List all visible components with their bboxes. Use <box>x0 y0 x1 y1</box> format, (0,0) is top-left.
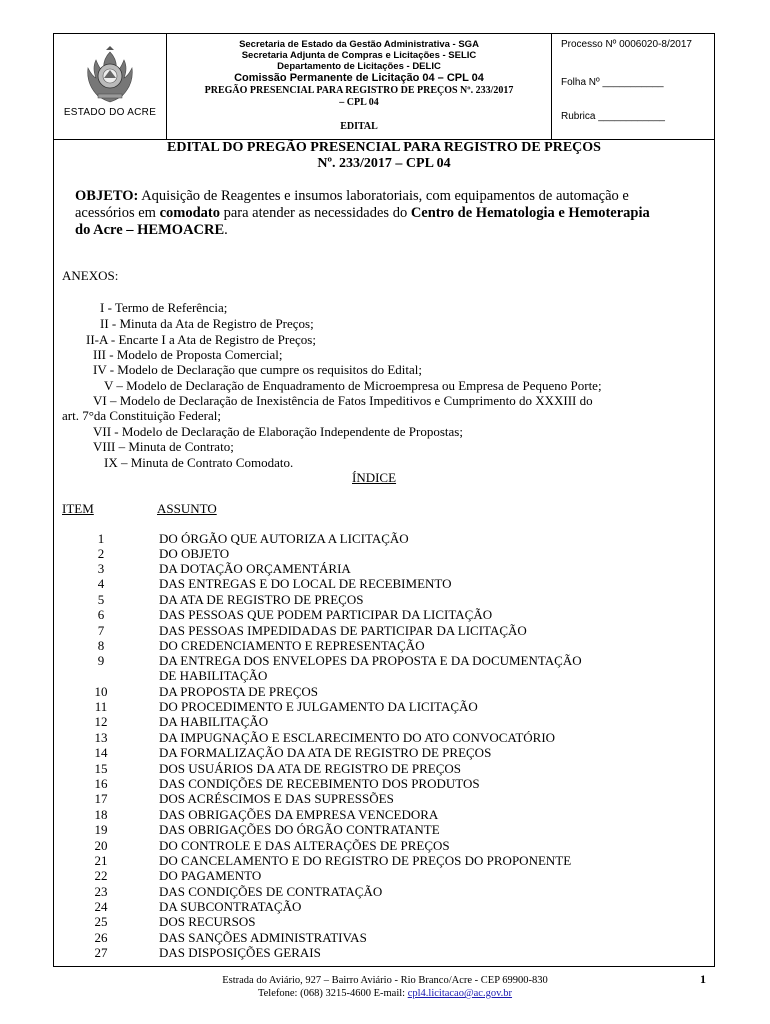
index-item-number: 19 <box>94 822 108 837</box>
index-item-number: 9 <box>97 653 105 668</box>
index-item-subject: DO PAGAMENTO <box>159 868 262 883</box>
index-item-number: 11 <box>94 699 108 714</box>
index-item-number: 22 <box>94 868 108 883</box>
footer-email-link[interactable]: cpl4.licitacao@ac.gov.br <box>407 988 513 999</box>
index-item-number: 21 <box>94 853 108 868</box>
header-line-sga: Secretaria de Estado da Gestão Administrativa - SGA <box>239 39 479 50</box>
header-line-pregao: PREGÃO PRESENCIAL PARA REGISTRO DE PREÇOS Nº. 233/2017 <box>204 85 514 96</box>
anexo-item: II - Minuta da Ata de Registro de Preços; <box>100 316 314 331</box>
page-number: 1 <box>700 972 706 986</box>
anexo-item: I - Termo de Referência; <box>100 300 228 315</box>
index-item-subject: DA ATA DE REGISTRO DE PREÇOS <box>159 592 364 607</box>
index-item-subject: DA HABILITAÇÃO <box>159 714 269 729</box>
index-item-subject: DAS PESSOAS IMPEDIDADAS DE PARTICIPAR DA LICITAÇÃO <box>159 623 527 638</box>
header-line-selic: Secretaria Adjunta de Compras e Licitações - SELIC <box>241 50 477 61</box>
anexo-item: VII - Modelo de Declaração de Elaboração Independente de Propostas; <box>93 424 463 439</box>
index-item-subject: DOS ACRÉSCIMOS E DAS SUPRESSÕES <box>159 791 394 806</box>
index-item-number: 12 <box>94 714 108 729</box>
index-item-subject: DAS PESSOAS QUE PODEM PARTICIPAR DA LICITAÇÃO <box>159 607 493 622</box>
index-item-subject: DO ÓRGÃO QUE AUTORIZA A LICITAÇÃO <box>159 531 409 546</box>
index-item-number: 25 <box>94 914 108 929</box>
rubrica-field: Rubrica ____________ <box>561 111 665 122</box>
index-item-subject: DA IMPUGNAÇÃO E ESCLARECIMENTO DO ATO CONVOCATÓRIO <box>159 730 556 745</box>
index-item-number: 23 <box>94 884 108 899</box>
index-item-number: 3 <box>97 561 105 576</box>
index-item-number: 6 <box>97 607 105 622</box>
index-item-number: 7 <box>97 623 105 638</box>
index-item-subject: DA SUBCONTRATAÇÃO <box>159 899 302 914</box>
header-line-cpl04: – CPL 04 <box>339 97 379 108</box>
footer-phone: Telefone: (068) 3215-4600 E-mail: <box>257 988 408 999</box>
index-item-subject: DA PROPOSTA DE PREÇOS <box>159 684 318 699</box>
objeto-text-2c: para atender as necessidades do <box>219 205 411 221</box>
index-item-subject: DO CANCELAMENTO E DO REGISTRO DE PREÇOS DO PROPONENTE <box>159 853 572 868</box>
anexos-title: ANEXOS: <box>62 268 119 283</box>
index-item-number: 13 <box>94 730 108 745</box>
processo-number: Processo Nº 0006020-8/2017 <box>561 39 692 50</box>
index-item-subject: DA FORMALIZAÇÃO DA ATA DE REGISTRO DE PREÇOS <box>159 745 492 760</box>
footer-contact <box>0 988 770 999</box>
index-item-subject: DO CONTROLE E DAS ALTERAÇÕES DE PREÇOS <box>159 838 450 853</box>
index-item-number: 2 <box>97 546 105 561</box>
index-item-number: 1 <box>97 531 105 546</box>
index-item-number: 10 <box>94 684 108 699</box>
coat-of-arms-icon <box>84 46 136 104</box>
index-item-subject: DOS RECURSOS <box>159 914 256 929</box>
index-item-subject: DAS OBRIGAÇÕES DO ÓRGÃO CONTRATANTE <box>159 822 440 837</box>
index-item-number: 18 <box>94 807 108 822</box>
objeto-paragraph <box>75 188 629 205</box>
index-item-subject: DA ENTREGA DOS ENVELOPES DA PROPOSTA E DA DOCUMENTAÇÃO <box>159 653 582 668</box>
objeto-text-3b: . <box>224 222 228 238</box>
index-item-number: 24 <box>94 899 108 914</box>
objeto-label: OBJETO: <box>75 188 139 204</box>
index-item-number: 20 <box>94 838 108 853</box>
anexo-item: II-A - Encarte I a Ata de Registro de Preços; <box>86 332 316 347</box>
index-item-subject: DAS DISPOSIÇÕES GERAIS <box>159 945 321 960</box>
index-item-number: 16 <box>94 776 108 791</box>
objeto-text-1: Aquisição de Reagentes e insumos laboratoriais, com equipamentos de automação e <box>138 188 629 204</box>
column-header-item: ITEM <box>62 501 94 516</box>
objeto-line-2 <box>75 205 650 222</box>
index-item-subject: DO CREDENCIAMENTO E REPRESENTAÇÃO <box>159 638 425 653</box>
index-item-subject: DAS OBRIGAÇÕES DA EMPRESA VENCEDORA <box>159 807 439 822</box>
index-item-subject: DE HABILITAÇÃO <box>159 668 268 683</box>
document-header <box>53 33 715 140</box>
anexo-item: III - Modelo de Proposta Comercial; <box>93 347 283 362</box>
index-item-subject: DAS SANÇÕES ADMINISTRATIVAS <box>159 930 367 945</box>
title-line-2: Nº. 233/2017 – CPL 04 <box>317 156 451 171</box>
header-line-cpl: Comissão Permanente de Licitação 04 – CPL 04 <box>234 72 484 84</box>
index-item-number: 8 <box>97 638 105 653</box>
objeto-comodato: comodato <box>159 205 220 221</box>
anexo-item: VI – Modelo de Declaração de Inexistência de Fatos Impeditivos e Cumprimento do XXXIII do <box>93 393 593 408</box>
objeto-text-2a: acessórios em <box>75 205 160 221</box>
indice-title: ÍNDICE <box>352 470 397 485</box>
index-item-subject: DO PROCEDIMENTO E JULGAMENTO DA LICITAÇÃO <box>159 699 478 714</box>
anexo-item: V – Modelo de Declaração de Enquadramento de Microempresa ou Empresa de Pequeno Porte; <box>104 378 602 393</box>
anexo-item: art. 7°da Constituição Federal; <box>62 408 221 423</box>
index-item-subject: DO OBJETO <box>159 546 230 561</box>
index-item-number: 26 <box>94 930 108 945</box>
anexo-item: IX – Minuta de Contrato Comodato. <box>104 455 294 470</box>
title-line-1: EDITAL DO PREGÃO PRESENCIAL PARA REGISTRO DE PREÇOS <box>167 140 601 155</box>
index-item-number: 27 <box>94 945 108 960</box>
anexo-item: VIII – Minuta de Contrato; <box>93 439 234 454</box>
index-item-number: 17 <box>94 791 108 806</box>
index-item-subject: DAS CONDIÇÕES DE CONTRATAÇÃO <box>159 884 383 899</box>
anexo-item: IV - Modelo de Declaração que cumpre os requisitos do Edital; <box>93 362 422 377</box>
header-line-edital: EDITAL <box>340 121 378 132</box>
footer-address: Estrada do Aviário, 927 – Bairro Aviário - Rio Branco/Acre - CEP 69900-830 <box>222 975 548 986</box>
index-item-number: 5 <box>97 592 105 607</box>
objeto-hemocentro: Centro de Hematologia e Hemoterapia <box>410 205 650 221</box>
emblem-label: ESTADO DO ACRE <box>63 107 157 118</box>
index-item-subject: DOS USUÁRIOS DA ATA DE REGISTRO DE PREÇOS <box>159 761 461 776</box>
objeto-line-1 <box>75 188 629 205</box>
index-item-subject: DAS CONDIÇÕES DE RECEBIMENTO DOS PRODUTOS <box>159 776 480 791</box>
column-header-assunto: ASSUNTO <box>157 501 217 516</box>
index-item-number: 15 <box>94 761 108 776</box>
index-item-subject: DA DOTAÇÃO ORÇAMENTÁRIA <box>159 561 351 576</box>
header-line-delic: Departamento de Licitações - DELIC <box>277 61 441 72</box>
folha-field: Folha Nº ___________ <box>561 77 664 88</box>
objeto-line-3 <box>75 222 228 239</box>
index-item-number: 14 <box>94 745 108 760</box>
objeto-hemoacre: do Acre – HEMOACRE <box>75 222 225 238</box>
index-item-number: 4 <box>97 576 105 591</box>
index-item-subject: DAS ENTREGAS E DO LOCAL DE RECEBIMENTO <box>159 576 452 591</box>
